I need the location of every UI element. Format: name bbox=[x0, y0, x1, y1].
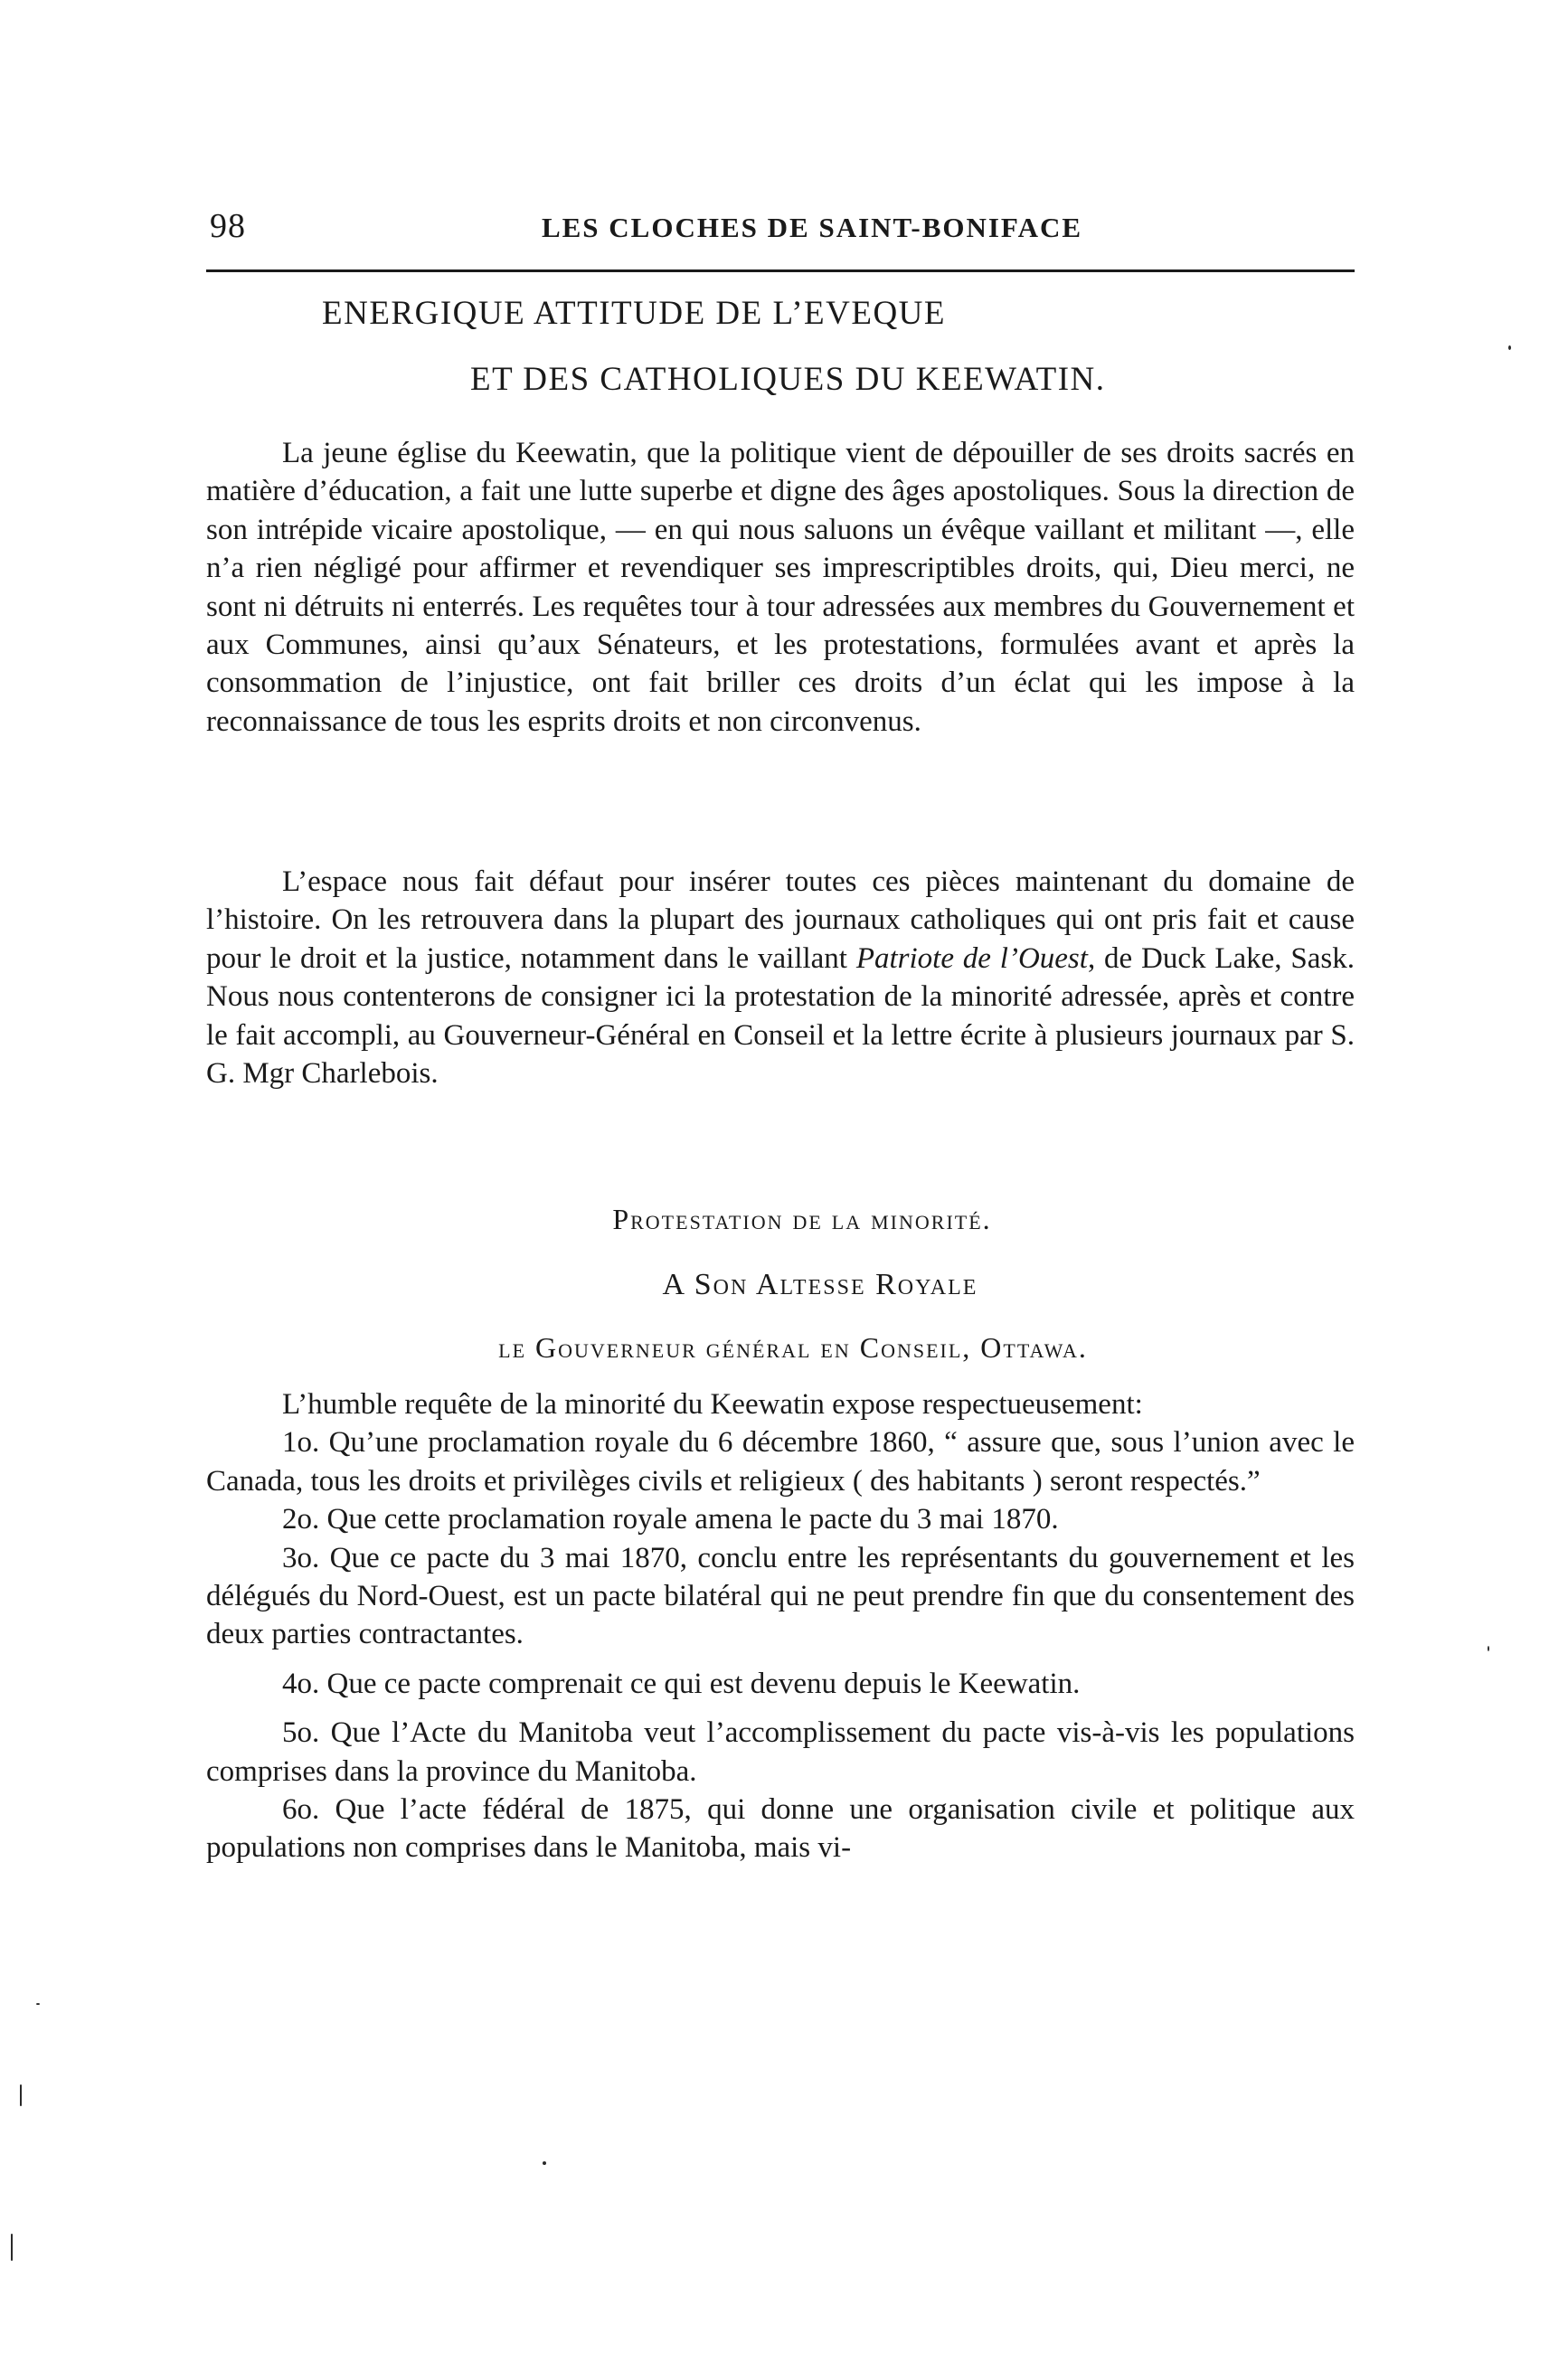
scan-speck bbox=[36, 2003, 40, 2005]
page-number: 98 bbox=[210, 207, 246, 245]
petition-item-3: 3o. Que ce pacte du 3 mai 1870, conclu entre les représentants du gouvernement et les délégués du Nord-Ouest, est un pacte bilatéral qui ne peut prendre fin que du consentement des deux parties contractantes. bbox=[206, 1541, 1355, 1651]
chapter-title-line-2: ET DES CATHOLIQUES DU KEEWATIN. bbox=[470, 361, 1106, 398]
paragraph-2-text-before: L’espace nous fait défaut pour insérer toutes ces pièces maintenant du domaine de l’histoire. On les retrouvera dans la plupart des journaux catholiques qui ont pris fait et cause pour le droit et la justice, notamment dans le vaillant bbox=[206, 865, 1355, 975]
scan-speck bbox=[543, 2161, 546, 2165]
scan-speck bbox=[20, 2084, 22, 2106]
paragraph-2 bbox=[206, 863, 1355, 1092]
address-line-1: A Son Altesse Royale bbox=[662, 1268, 978, 1301]
page-header bbox=[206, 201, 1355, 255]
address-line-2: le Gouverneur général en Conseil, Ottawa. bbox=[498, 1331, 1088, 1364]
running-head: LES CLOCHES DE SAINT-BONIFACE bbox=[541, 212, 1083, 243]
petition-item-1: 1o. Qu’une proclamation royale du 6 décembre 1860, “ assure que, sous l’union avec le Canada, tous les droits et privilèges civils et religieux ( des habitants ) seront respectés.” bbox=[206, 1426, 1355, 1498]
scan-speck bbox=[1508, 345, 1511, 350]
protest-heading: Protestation de la minorité. bbox=[612, 1203, 992, 1235]
header-rule bbox=[206, 269, 1355, 272]
scan-speck bbox=[1488, 1646, 1489, 1651]
petition-intro: L’humble requête de la minorité du Keewatin expose respectueusement: bbox=[282, 1388, 1143, 1421]
chapter-title-line-1: ENERGIQUE ATTITUDE DE L’EVEQUE bbox=[322, 295, 946, 332]
paragraph-2-text-after: , de Duck Lake, Sask. Nous nous contenterons de consigner ici la protestation de la minorité adressée, après et contre le fait accompli, au Gouverneur-Général en Conseil et la lettre écrite à plusieurs journaux par S. G. Mgr Charlebois. bbox=[206, 941, 1355, 1091]
petition-item-2: 2o. Que cette proclamation royale amena le pacte du 3 mai 1870. bbox=[282, 1503, 1059, 1536]
petition-item-4: 4o. Que ce pacte comprenait ce qui est devenu depuis le Keewatin. bbox=[282, 1667, 1081, 1700]
scan-speck bbox=[11, 2234, 13, 2261]
petition-item-5: 5o. Que l’Acte du Manitoba veut l’accomplissement du pacte vis-à-vis les populations comprises dans la province du Manitoba. bbox=[206, 1716, 1355, 1788]
newspaper-title: Patriote de l’Ouest bbox=[855, 941, 1088, 975]
paragraph-1: La jeune église du Keewatin, que la politique vient de dépouiller de ses droits sacrés en matière d’éducation, a fait une lutte superbe et digne des âges apostoliques. Sous la direction de son intrépide vicaire apostolique, — en qui nous saluons un évêque vaillant et militant —, elle n’a rien négligé pour affirmer et revendiquer ses imprescriptibles droits, qui, Dieu merci, ne sont ni détruits ni enterrés. Les requêtes tour à tour adressées aux membres du Gouvernement et aux Communes, ainsi qu’aux Sénateurs, et les protestations, formulées avant et après la consommation de l’injustice, ont fait briller ces droits d’un éclat qui les impose à la reconnaissance de tous les esprits droits et non circonvenus. bbox=[206, 437, 1355, 738]
petition-item-6: 6o. Que l’acte fédéral de 1875, qui donne une organisation civile et politique aux populations non comprises dans le Manitoba, mais vi- bbox=[206, 1793, 1355, 1865]
petition-body bbox=[206, 1385, 1355, 1867]
